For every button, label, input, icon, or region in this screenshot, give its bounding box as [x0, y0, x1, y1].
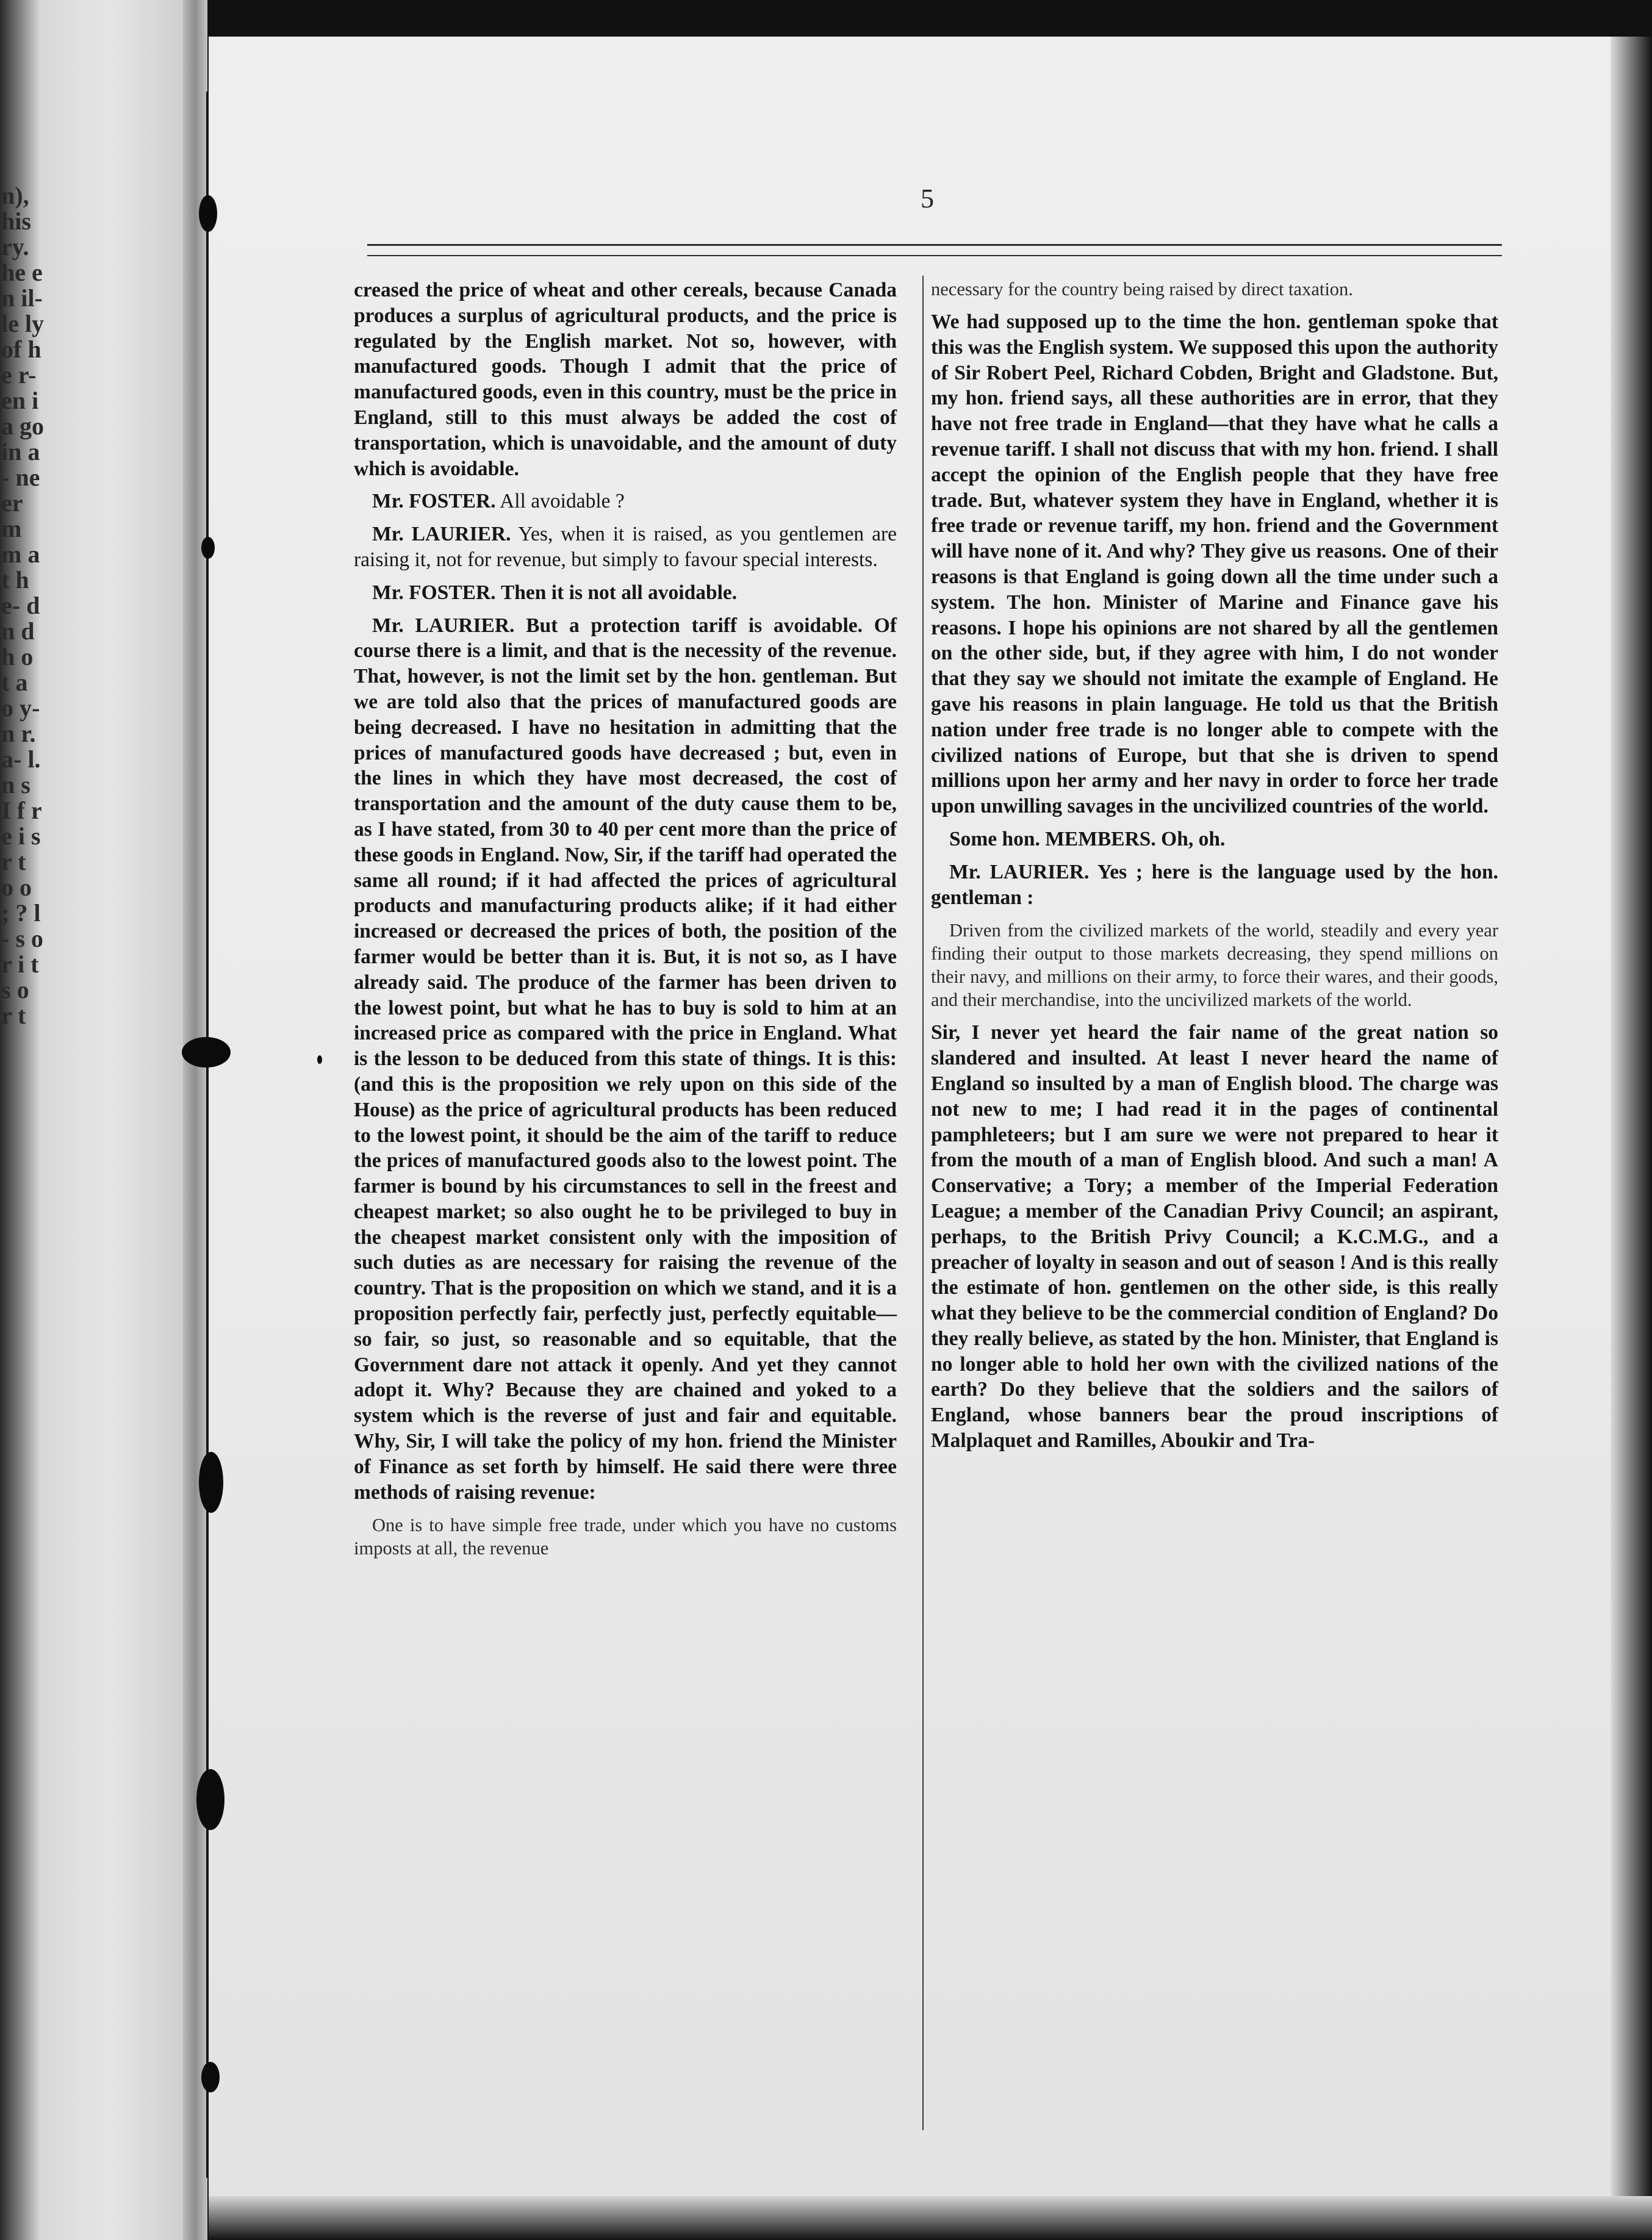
foster-interjection-2 — [354, 580, 897, 606]
page-binding — [183, 0, 207, 2240]
binding-hole-3 — [182, 1037, 231, 1068]
members-interjection — [931, 827, 1498, 852]
quoted-passage-minister: Driven from the civilized markets of the world, steadily and every year finding their output to those markets decreasing, they spend millions on their navy, and millions on their army, to force their wares, and their goods, and their merchandise, into the uncivilized markets of the world. — [931, 920, 1498, 1011]
laurier-speech-2 — [354, 613, 897, 1506]
speech-text: Yes, when it is raised, as you gentlemen are raising it, not for revenue, but simply to favour special interests. — [354, 523, 897, 571]
speaker-name: Mr. LAURIER. — [372, 614, 515, 637]
speech-text: But a protection tariff is avoidable. Of course there is a limit, and that is the necessity of the revenue. That, however, is not the limit set by the hon. gentleman. But we are told also that the prices of manufactured goods are being decreased. I have no hesitation in admitting that the prices of manufactured goods have decreased ; but, even in the lines in which they have most decreased, the cost of transportation and the amount of the duty cause them to be, as I have stated, from 30 to 40 per cent more than the price of these goods in England. Now, Sir, if the tariff had operated the same all round; if it had affected the prices of agricultural products and manufacturing products alike; if it had either increased or decreased the prices of both, the position of the farmer would be better than it is. But, it is not so, as I have already said. The produce of the farmer has been driven to the lowest point, but what he has to buy is sold to him at an increased price as compared with the price in England. What is the lesson to be deduced from this state of things. It is this: (and this is the proposition we rely upon on this side of the House) as the price of agricultural products has been reduced to the lowest point, it should be the aim of the tariff to reduce the prices of manufactured goods also to the lowest point. The farmer is bound by his circumstances to sell in the freest and cheapest market; so also ought he to be privileged to buy in the cheapest market consistent only with the imposition of such duties as are necessary for raising the revenue of the country. That is the proposition on which we stand, and it is a proposition perfectly fair, perfectly just, perfectly equitable—so fair, so just, so reasonable and so equitable, that the Government dare not attack it openly. And yet they cannot adopt it. Why? Because they are chained and yoked to a system which is the reverse of just and fair and equitable. Why, Sir, I will take the policy of my hon. friend the Minister of Finance as set forth by himself. He said there were three methods of raising revenue: — [354, 614, 897, 1504]
speaker-name: Some hon. MEMBERS. — [949, 827, 1156, 850]
page-number: 5 — [921, 184, 934, 214]
quoted-passage-start: One is to have simple free trade, under which you have no customs imposts at all, the revenue — [354, 1515, 897, 1559]
paragraph-english-system: We had supposed up to the time the hon. gentleman spoke that this was the English system. We supposed this upon the authority of Sir Robert Peel, Richard Cobden, Bright and Gladstone. But, my hon. friend says, all these authorities are in error, that they have not free trade in England—that they have what he calls a revenue tariff. I shall not discuss that with my hon. friend. I shall accept the opinion of the English people that they have free trade. But, whatever system they have in England, whether it is free trade or revenue tariff, my hon. friend and the Government will have none of it. And why? They give us reasons. One of their reasons is that England is going down all the time under such a system. The hon. Minister of Marine and Finance gave his reasons. I hope his opinions are not shared by all the gentlemen on the other side, but, if they agree with him, I do not wonder that they say we should not imitate the example of England. He gave his reasons in plain language. He told us that the British nation under free trade is no longer able to compete with the civilized nations of Europe, but that she is driven to spend millions upon her army and her navy in order to force her trade upon unwilling savages in the uncivilized countries of the world. — [931, 311, 1498, 818]
speaker-name: Mr. FOSTER. — [372, 490, 496, 513]
speech-text: Yes ; here is the language used by the hon. gentleman : — [931, 860, 1498, 909]
speech-text: All avoidable ? — [500, 490, 625, 513]
right-column — [931, 278, 1498, 1461]
binding-hole-2 — [201, 537, 215, 559]
paragraph-continuation: creased the price of wheat and other cereals, because Canada produces a surplus of agricultural products, and the price is regulated by the English market. Not so, however, with manufactured goods. Though I admit that the price of manufactured goods, even in this country, must be the price in England, still to this must always be added the cost of transportation, which is unavoidable, and the amount of duty which is avoidable. — [354, 279, 897, 480]
speaker-name: Mr. FOSTER. — [372, 581, 496, 604]
quoted-passage-continuation: necessary for the country being raised by direct taxation. — [931, 279, 1353, 300]
binding-stitch-line — [206, 92, 209, 2178]
column-divider — [922, 276, 924, 2130]
laurier-reply-1 — [354, 522, 897, 573]
binding-hole-5 — [196, 1769, 224, 1830]
laurier-speech-3 — [931, 860, 1498, 911]
binding-hole-4 — [199, 1452, 223, 1513]
speaker-name: Mr. LAURIER. — [949, 860, 1090, 883]
paragraph-england-slandered: Sir, I never yet heard the fair name of the great nation so slandered and insulted. At least I never heard the name of England so insulted by a man of English blood. The charge was not new to me; I had read it in the pages of continental pamphleteers; but I am sure we were not prepared to hear it from the mouth of a man of English blood. And such a man! A Conservative; a Tory; a member of the Imperial Federation League; a member of the Canadian Privy Council; an aspirant, perhaps, to the British Privy Council; a K.C.M.G., and a preacher of loyalty in season and out of season ! And is this really the estimate of hon. gentlemen on the other side, is this really what they believe to be the commercial condition of England? Do they really believe, as stated by the hon. Minister, that England is no longer able to hold her own with the civilized nations of the earth? Do they believe that the soldiers and the sailors of England, whose banners bear the proud inscriptions of Malplaquet and Ramilles, Aboukir and Tra- — [931, 1021, 1498, 1452]
left-column — [354, 278, 897, 1568]
binding-hole-1 — [199, 195, 217, 232]
previous-page-margin-text: n), his ry. he en il- le ly of he r- en ia go in a- ne er m m at h e- d n d h o t a o y- n r. a- l. n s I f r e i s r t o o ; ? l - s o r i t s o r t — [1, 182, 50, 1029]
page-bottom-edge — [209, 2196, 1652, 2240]
page-right-edge — [1611, 37, 1652, 2208]
previous-page-edge — [0, 0, 183, 2240]
ink-spot — [317, 1055, 322, 1064]
foster-interjection-1 — [354, 489, 897, 514]
speaker-name: Mr. LAURIER. — [372, 523, 511, 546]
speech-text: Then it is not all avoidable. — [500, 581, 738, 604]
header-rule-bottom — [367, 255, 1502, 256]
speech-text: Oh, oh. — [1161, 827, 1226, 850]
binding-hole-6 — [201, 2062, 220, 2092]
header-rule-top — [367, 244, 1502, 246]
